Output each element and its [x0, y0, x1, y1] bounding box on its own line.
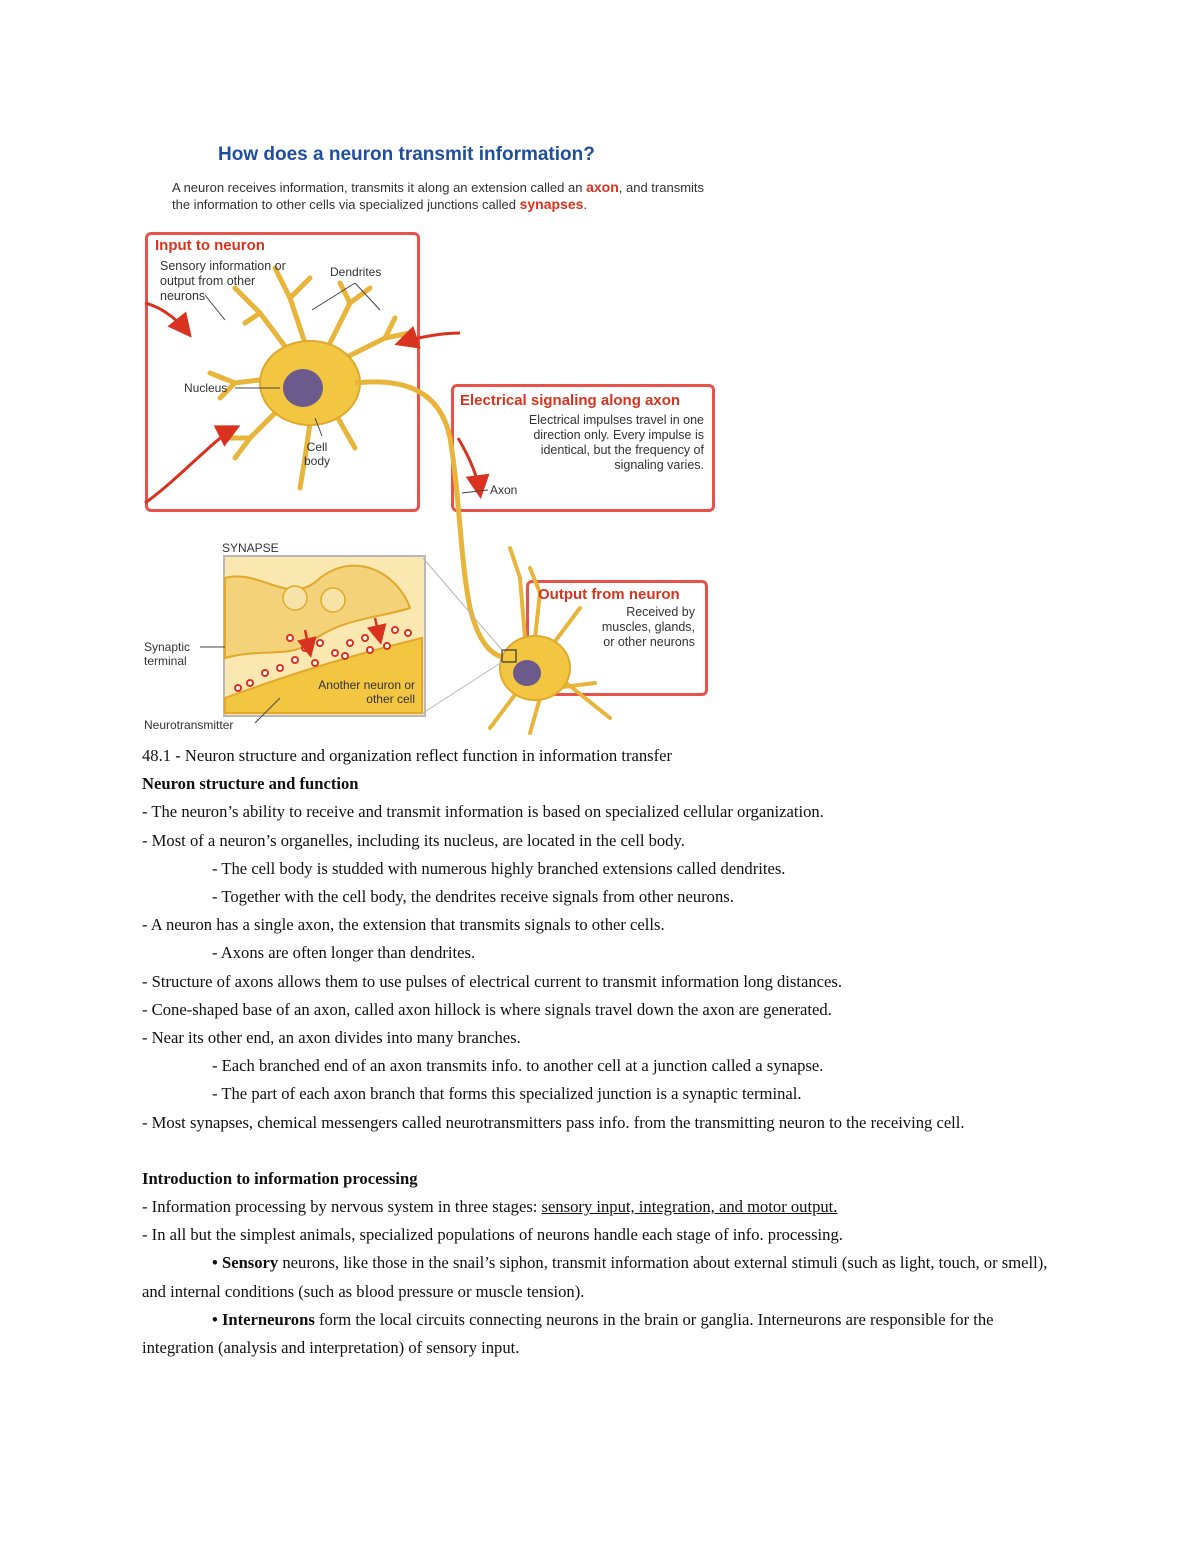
point-13 — [142, 1193, 1057, 1221]
spacer — [142, 1137, 1057, 1165]
heading-neuron-structure: Neuron structure and function — [142, 774, 359, 794]
notes-text — [142, 742, 1057, 1362]
point-11: - The part of each axon branch that forms this specialized junction is a synaptic terminal. — [212, 1084, 802, 1104]
input-text: Sensory information or output from other neurons — [160, 259, 286, 303]
point-6: - Axons are often longer than dendrites. — [212, 943, 476, 963]
label-nucleus: Nucleus — [184, 381, 228, 395]
intro-text-2: , and transmits the information to other cells via specialized junctions called — [172, 180, 705, 212]
label-another-neuron: Another neuron or other cell — [318, 678, 415, 706]
intro-axon-word: axon — [586, 179, 619, 195]
output-text: Received by muscles, glands, or other neurons — [601, 605, 695, 649]
point-14: - In all but the simplest animals, specialized populations of neurons handle each stage of info. processing. — [142, 1225, 843, 1245]
label-synaptic-terminal: Synaptic terminal — [144, 640, 191, 668]
point-16-text: form the local circuits connecting neurons in the brain or ganglia. Interneurons are responsible for the integration (analysis and interpretation) of sensory input. — [142, 1309, 994, 1358]
point-16 — [142, 1306, 1057, 1362]
label-axon: Axon — [490, 483, 518, 497]
point-15 — [142, 1249, 1057, 1305]
point-7: - Structure of axons allows them to use pulses of electrical current to transmit information long distances. — [142, 971, 842, 991]
nucleus — [283, 369, 323, 407]
point-3: - The cell body is studded with numerous highly branched extensions called dendrites. — [212, 858, 786, 878]
label-neurotransmitter: Neurotransmitter — [144, 718, 234, 732]
point-1: - The neuron’s ability to receive and transmit information is based on specialized cellular organization. — [142, 802, 824, 822]
intro-text-end: . — [583, 197, 588, 212]
point-15-text: neurons, like those in the snail’s siphon, transmit information about external stimuli (such as light, touch, or smell), and internal conditions (such as blood pressure or muscle tension). — [142, 1253, 1048, 1301]
point-13-text: - Information processing by nervous system in three stages: — [142, 1197, 542, 1217]
label-synapse: SYNAPSE — [222, 541, 279, 555]
heading-information-processing: Introduction to information processing — [142, 1168, 418, 1188]
intro-text-1: A neuron receives information, transmits it along an extension called an — [172, 180, 587, 195]
bullet-sensory: • — [212, 1253, 218, 1273]
label-dendrites: Dendrites — [330, 265, 382, 279]
intro-synapses-word: synapses — [519, 196, 584, 212]
point-12: - Most synapses, chemical messengers called neurotransmitters pass info. from the transmitting neuron to the receiving cell. — [142, 1112, 965, 1132]
term-interneurons: Interneurons — [221, 1309, 315, 1329]
input-heading: Input to neuron — [155, 237, 265, 254]
point-8: - Cone-shaped base of an axon, called axon hillock is where signals travel down the axon are generated. — [142, 999, 832, 1019]
point-2: - Most of a neuron’s organelles, including its nucleus, are located in the cell body. — [142, 830, 685, 850]
output-heading: Output from neuron — [538, 586, 680, 603]
point-5: - A neuron has a single axon, the extension that transmits signals to other cells. — [142, 915, 665, 935]
term-sensory: Sensory — [221, 1253, 279, 1273]
point-4: - Together with the cell body, the dendrites receive signals from other neurons. — [212, 887, 734, 907]
point-9: - Near its other end, an axon divides into many branches. — [142, 1028, 521, 1048]
neuron-figure — [140, 138, 715, 738]
output-nucleus — [513, 660, 541, 686]
figure-title: How does a neuron transmit information? — [218, 144, 595, 165]
section-ref: 48.1 - Neuron structure and organization reflect function in information transfer — [142, 746, 673, 765]
label-cell-body: Cell body — [303, 440, 331, 468]
electrical-heading: Electrical signaling along axon — [460, 392, 681, 409]
bullet-interneurons: • — [212, 1309, 218, 1329]
point-10: - Each branched end of an axon transmits info. to another cell at a junction called a synapse. — [212, 1056, 824, 1076]
point-13-underlined: sensory input, integration, and motor output. — [541, 1197, 838, 1217]
electrical-text: Electrical impulses travel in one direction only. Every impulse is identical, but the frequency of signaling varies. — [528, 413, 704, 472]
